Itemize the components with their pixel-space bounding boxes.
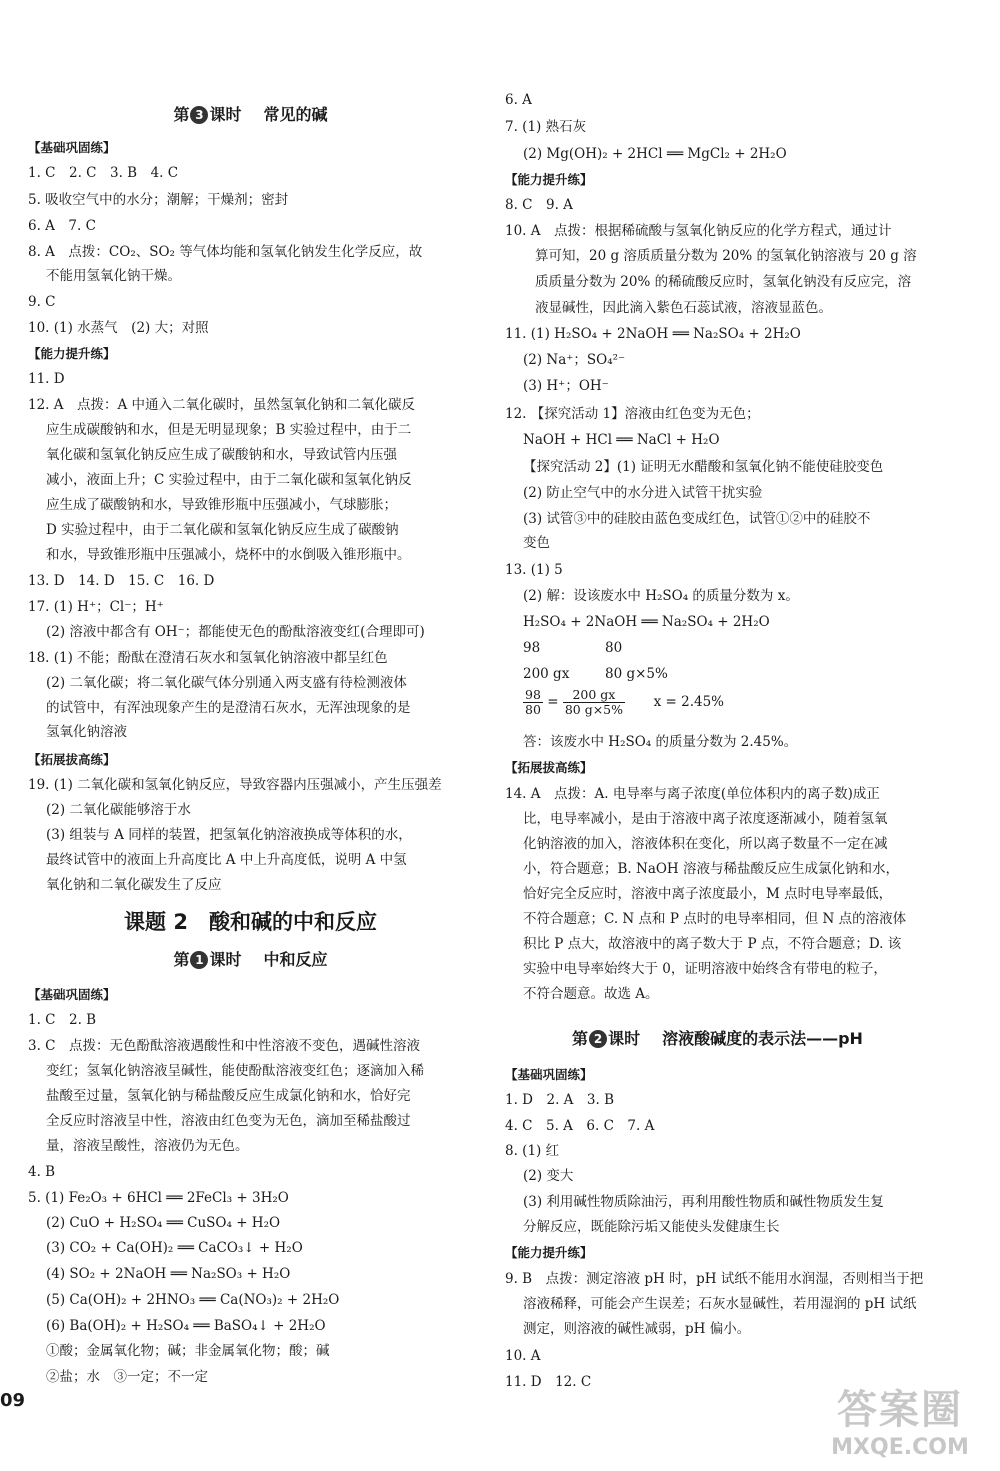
answer-line: 溶液稀释，可能会产生误差；石灰水显碱性，若用湿润的 pH 试纸 — [523, 1296, 917, 1312]
answer-line: 的试管中，有浑浊现象产生的是澄清石灰水，无浑浊现象的是 — [46, 700, 411, 716]
answer-line: 和水，导致锥形瓶中压强减小，烧杯中的水倒吸入锥形瓶中。 — [46, 547, 411, 563]
answer-line: (2) 二氧化碳；将二氧化碳气体分别通入两支盛有待检测液体 — [46, 675, 407, 691]
answer-line: 恰好完全反应时，溶液中离子浓度最小，M 点时电导率最低， — [523, 886, 893, 902]
answer-line: 不能用氢氧化钠干燥。 — [46, 268, 181, 284]
equals-sign: = — [547, 694, 559, 710]
answer-line: 8. A 点拨：CO₂、SO₂ 等气体均能和氢氧化钠发生化学反应，故 — [28, 244, 423, 260]
answer-line: 氧化碳和氢氧化钠反应生成了碳酸钠和水，导致试管内压强 — [46, 447, 397, 463]
answer-line: 分解反应，既能除污垢又能使头发健康生长 — [523, 1219, 780, 1235]
fraction-numerator: 98 — [525, 687, 541, 702]
answer-line: (2) CuO + H₂SO₄ ══ CuSO₄ + H₂O — [46, 1215, 281, 1231]
proportion-equation — [523, 688, 724, 717]
answer-line: 算可知，20 g 溶质质量分数为 20% 的氢氧化钠溶液与 20 g 溶 — [535, 248, 917, 264]
lesson-suffix: 课时 — [209, 950, 242, 969]
answer-line: 17. (1) H⁺；Cl⁻；H⁺ — [28, 599, 164, 615]
section-label: 【拓展拔高练】 — [505, 760, 593, 775]
answer-line: 14. A 点拨：A. 电导率与离子浓度(单位体积内的离子数)成正 — [505, 786, 880, 802]
watermark-text: 答案圈 — [837, 1387, 963, 1433]
answer-line: 【探究活动 2】(1) 证明无水醋酸和氢氧化钠不能使硅胶变色 — [523, 459, 884, 475]
answer-line: (2) 解：设该废水中 H₂SO₄ 的质量分数为 x。 — [523, 588, 799, 604]
watermark-logo — [810, 1378, 990, 1464]
fraction-left — [523, 688, 543, 717]
answer-line: 1. D 2. A 3. B — [505, 1092, 615, 1108]
answer-line: (2) Mg(OH)₂ + 2HCl ══ MgCl₂ + 2H₂O — [523, 146, 787, 162]
answer-line: 11. (1) H₂SO₄ + 2NaOH ══ Na₂SO₄ + 2H₂O — [505, 326, 801, 342]
answer-line: 1. C 2. C 3. B 4. C — [28, 165, 179, 181]
lesson-prefix: 第 — [572, 1029, 589, 1048]
answer-line: 8. C 9. A — [505, 197, 573, 213]
answer-line: (2) 变大 — [523, 1168, 574, 1184]
section-label: 【能力提升练】 — [28, 346, 116, 361]
section-label: 【能力提升练】 — [505, 172, 593, 187]
answer-line: 4. B — [28, 1164, 56, 1180]
answer-line: 19. (1) 二氧化碳和氢氧化钠反应，导致容器内压强减小，产生压强差 — [28, 777, 442, 793]
lesson-heading — [505, 1026, 930, 1049]
lesson-prefix: 第 — [173, 105, 190, 124]
answer-line: 变红；氢氧化钠溶液呈碱性，能使酚酞溶液变红色；逐滴加入稀 — [46, 1063, 424, 1079]
answer-line: 1. C 2. B — [28, 1012, 97, 1028]
answer-line: 化钠溶液的加入，溶液体积在变化，所以离子数量不一定在减 — [523, 836, 888, 852]
answer-line: 9. C — [28, 294, 56, 310]
answer-line: 5. 吸收空气中的水分；潮解；干燥剂；密封 — [28, 192, 289, 208]
answer-line: 6. A — [505, 92, 532, 108]
answer-line: 9. B 点拨：测定溶液 pH 时，pH 试纸不能用水润湿，否则相当于把 — [505, 1271, 924, 1287]
answer-line: 3. C 点拨：无色酚酞溶液遇酸性和中性溶液不变色，遇碱性溶液 — [28, 1038, 421, 1054]
answer-line: 小，符合题意；B. NaOH 溶液与稀盐酸反应生成氯化钠和水， — [523, 861, 899, 877]
answer-line: 实验中电导率始终大于 0，证明溶液中始终含有带电的粒子， — [523, 961, 887, 977]
fraction-denominator: 80 g×5% — [564, 702, 623, 717]
answer-line: 4. C 5. A 6. C 7. A — [505, 1118, 655, 1134]
answer-line: (2) 溶液中都含有 OH⁻；都能使无色的酚酞溶液变红(合理即可) — [46, 624, 425, 640]
fraction-numerator: 200 gx — [563, 688, 625, 703]
answer-line: 不符合题意。故选 A。 — [523, 986, 659, 1002]
lesson-heading — [28, 102, 473, 125]
answer-line: NaOH + HCl ══ NaCl + H₂O — [523, 432, 720, 448]
lesson-suffix: 课时 — [209, 105, 242, 124]
lesson-number-badge: 1 — [190, 951, 208, 969]
answer-line: 200 gx — [523, 666, 570, 682]
answer-line: 比，电导率减小，是由于溶液中离子浓度逐渐减小，随着氢氧 — [523, 811, 888, 827]
section-label: 【拓展拔高练】 — [28, 752, 116, 767]
answer-line: (2) Na⁺；SO₄²⁻ — [523, 352, 626, 368]
section-label: 【能力提升练】 — [505, 1245, 593, 1260]
lesson-heading — [28, 947, 473, 970]
answer-line: 11. D — [28, 371, 65, 387]
answer-line: (2) 二氧化碳能够溶于水 — [46, 802, 191, 818]
answer-line: 10. A 点拨：根据稀硫酸与氢氧化钠反应的化学方程式，通过计 — [505, 223, 892, 239]
answer-line: 量，溶液呈酸性，溶液仍为无色。 — [46, 1138, 249, 1154]
answer-line: 98 — [523, 640, 541, 656]
answer-line: (3) CO₂ + Ca(OH)₂ ══ CaCO₃↓ + H₂O — [46, 1240, 303, 1256]
answer-line: 全反应时溶液呈中性，溶液由红色变为无色，滴加至稀盐酸过 — [46, 1113, 411, 1129]
lesson-title: 中和反应 — [263, 950, 328, 969]
answer-line: 液显碱性，因此滴入紫色石蕊试液，溶液显蓝色。 — [535, 300, 832, 316]
answer-line: ②盐；水 ③一定；不一定 — [46, 1369, 208, 1385]
answer-line: 6. A 7. C — [28, 218, 96, 234]
answer-line: 积比 P 点大，故溶液中的离子数大于 P 点，不符合题意；D. 该 — [523, 936, 902, 952]
fraction-right — [563, 688, 625, 717]
lesson-title: 常见的碱 — [263, 105, 328, 124]
answer-line: 8. (1) 红 — [505, 1143, 560, 1159]
answer-line: 13. (1) 5 — [505, 562, 563, 578]
topic-heading: 课题 2 酸和碱的中和反应 — [124, 910, 377, 934]
answer-line: 80 g×5% — [605, 666, 668, 682]
answer-line: 7. (1) 熟石灰 — [505, 119, 587, 135]
answer-line: 盐酸至过量，氢氧化钠与稀盐酸反应生成氯化钠和水，恰好完 — [46, 1088, 411, 1104]
answer-line: 最终试管中的液面上升高度比 A 中上升高度低，说明 A 中氢 — [46, 852, 407, 868]
lesson-suffix: 课时 — [608, 1029, 641, 1048]
answer-line: (4) SO₂ + 2NaOH ══ Na₂SO₃ + H₂O — [46, 1266, 291, 1282]
answer-line: 10. (1) 水蒸气 (2) 大；对照 — [28, 320, 209, 336]
lesson-number-badge: 3 — [190, 106, 208, 124]
section-label: 【基础巩固练】 — [28, 140, 116, 155]
section-label: 【基础巩固练】 — [28, 987, 116, 1002]
answer-line: 12. A 点拨：A 中通入二氧化碳时，虽然氢氧化钠和二氧化碳反 — [28, 397, 416, 413]
answer-line: 18. (1) 不能；酚酞在澄清石灰水和氢氧化钠溶液中都呈红色 — [28, 650, 388, 666]
answer-line: 5. (1) Fe₂O₃ + 6HCl ══ 2FeCl₃ + 3H₂O — [28, 1190, 289, 1206]
answer-line: ①酸；金属氧化物；碱；非金属氧化物；酸；碱 — [46, 1343, 330, 1359]
result-value: x = 2.45% — [653, 694, 724, 710]
answer-line: (5) Ca(OH)₂ + 2HNO₃ ══ Ca(NO₃)₂ + 2H₂O — [46, 1292, 340, 1308]
answer-line: (3) 试管③中的硅胶由蓝色变成红色，试管①②中的硅胶不 — [523, 511, 871, 527]
answer-line: (3) H⁺；OH⁻ — [523, 378, 609, 394]
page-number: 09 — [0, 1390, 26, 1411]
answer-line: 11. D 12. C — [505, 1374, 592, 1390]
answer-line: 不符合题意；C. N 点和 P 点时的电导率相同，但 N 点的溶液体 — [523, 911, 907, 927]
answer-line: 质质量分数为 20% 的稀硫酸反应时，氢氧化钠没有反应完，溶 — [535, 274, 912, 290]
answer-line: (3) 组装与 A 同样的装置，把氢氧化钠溶液换成等体积的水， — [46, 827, 412, 843]
answer-line: (6) Ba(OH)₂ + H₂SO₄ ══ BaSO₄↓ + 2H₂O — [46, 1318, 326, 1334]
answer-line: 氧化钠和二氧化碳发生了反应 — [46, 877, 222, 893]
answer-line: 变色 — [523, 535, 550, 551]
answer-line: (2) 防止空气中的水分进入试管干扰实验 — [523, 485, 763, 501]
answer-line: 应生成碳酸钠和水，但是无明显现象；B 实验过程中，由于二 — [46, 422, 412, 438]
answer-line: 答：该废水中 H₂SO₄ 的质量分数为 2.45%。 — [523, 734, 798, 750]
watermark-url: MXQE.COM — [831, 1435, 969, 1460]
answer-line: 10. A — [505, 1348, 541, 1364]
answer-line: 应生成了碳酸钠和水，导致锥形瓶中压强减小，气球膨胀； — [46, 497, 397, 513]
answer-line: 减小，液面上升；C 实验过程中，由于二氧化碳和氢氧化钠反 — [46, 472, 412, 488]
lesson-prefix: 第 — [173, 950, 190, 969]
answer-line: H₂SO₄ + 2NaOH ══ Na₂SO₄ + 2H₂O — [523, 614, 770, 630]
answer-line: 13. D 14. D 15. C 16. D — [28, 573, 215, 589]
fraction-denominator: 80 — [525, 702, 541, 717]
answer-line: 80 — [605, 640, 623, 656]
answer-line: 测定，则溶液的碱性减弱，pH 偏小。 — [523, 1321, 751, 1337]
lesson-title: 溶液酸碱度的表示法——pH — [662, 1029, 863, 1048]
answer-line: (3) 利用碱性物质除油污，再利用酸性物质和碱性物质发生复 — [523, 1194, 884, 1210]
answer-line: 12. 【探究活动 1】溶液由红色变为无色； — [505, 406, 760, 422]
section-label: 【基础巩固练】 — [505, 1067, 593, 1082]
lesson-number-badge: 2 — [589, 1030, 607, 1048]
answer-line: D 实验过程中，由于二氧化碳和氢氧化钠反应生成了碳酸钠 — [46, 522, 399, 538]
answer-line: 氢氧化钠溶液 — [46, 724, 127, 740]
